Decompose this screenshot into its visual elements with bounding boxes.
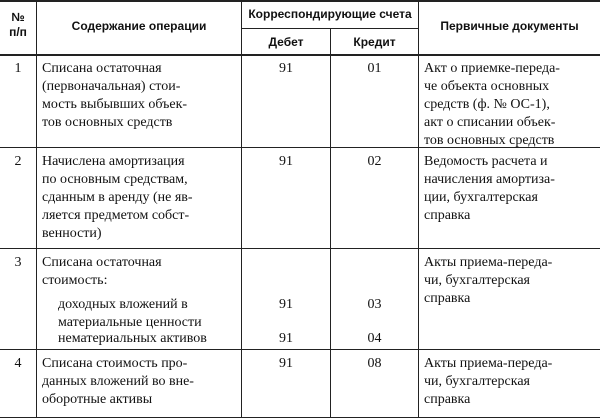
row-3-docs-line: чи, бухгалтерская: [424, 273, 530, 288]
row-4-docs-line: чи, бухгалтерская: [424, 374, 530, 389]
header-num-symbol: №: [11, 10, 25, 24]
row-2-debit: 91: [279, 154, 293, 169]
row-2-docs-line: справка: [424, 208, 471, 223]
row-2-content-line: ляется предметом собст-: [42, 208, 190, 223]
header-num-label: п/п: [9, 25, 27, 39]
row-4-content-line: данных вложений во вне-: [42, 374, 194, 389]
row-1-docs-line: Акт о приемке-переда-: [424, 61, 560, 76]
row-3-sub-2-line: нематериальных активов: [58, 331, 207, 346]
row-3-sub-2-credit: 04: [367, 331, 382, 346]
header-accounts: Корреспондирующие счета: [248, 7, 412, 21]
row-1-content-line: мость выбывших объек-: [42, 97, 188, 112]
row-3-sub-1-line: материальные ценности: [58, 315, 202, 330]
row-2-docs-line: Ведомость расчета и: [424, 154, 548, 169]
row-4-debit: 91: [279, 356, 293, 371]
row-3-sub-2: [58, 330, 207, 348]
row-1-credit: 01: [367, 61, 382, 76]
row-2-content-line: Начислена амортизация: [42, 154, 185, 169]
row-1-docs-line: акт о списании объек-: [424, 115, 556, 130]
row-3-content: [42, 254, 162, 290]
header-docs: Первичные документы: [440, 19, 579, 33]
row-1-content-line: Списана остаточная: [42, 61, 162, 76]
row-2-content: [42, 153, 193, 243]
row-3-sub-1-credit: 03: [367, 297, 382, 312]
col-divider-credit: [418, 0, 419, 418]
row-3-sub-1: [58, 296, 202, 332]
row-4-docs-line: справка: [424, 392, 471, 407]
row-2-content-line: сданным в аренду (не яв-: [42, 190, 193, 205]
header-num: [0, 10, 36, 40]
row-1-docs-line: средств (ф. № ОС-1),: [424, 97, 550, 112]
table-top-border: [0, 0, 600, 2]
row-1-docs-line: тов основных средств: [424, 133, 555, 148]
header-credit: Кредит: [353, 35, 396, 49]
header-debit: Дебет: [268, 35, 304, 49]
row-4-credit: 08: [367, 356, 382, 371]
row-1-docs: [424, 60, 560, 150]
col-divider-num: [36, 0, 37, 418]
header-bottom-border: [0, 54, 600, 56]
row-2-content-line: венности): [42, 226, 102, 241]
row-3-docs: [424, 254, 552, 308]
row-1-content-line: тов основных средств: [42, 115, 173, 130]
row-3-content-line: стоимость:: [42, 273, 108, 288]
row-2-content-line: по основным средствам,: [42, 172, 188, 187]
row-3-sub-1-line: доходных вложений в: [58, 297, 188, 312]
row-1-num: 1: [14, 61, 22, 76]
row-divider-2: [0, 248, 600, 249]
row-2-credit: 02: [367, 154, 382, 169]
row-1-debit: 91: [279, 61, 293, 76]
row-3-content-line: Списана остаточная: [42, 255, 162, 270]
row-1-docs-line: че объекта основных: [424, 79, 550, 94]
row-1-content: [42, 60, 187, 132]
row-divider-3: [0, 349, 600, 350]
row-4-docs-line: Акты приема-переда-: [424, 356, 553, 371]
row-3-docs-line: справка: [424, 291, 471, 306]
row-2-docs-line: ции, бухгалтерская: [424, 190, 538, 205]
row-4-content: [42, 355, 194, 409]
row-3-num: 3: [14, 255, 22, 270]
row-2-docs-line: начисления амортиза-: [424, 172, 555, 187]
row-3-docs-line: Акты приема-переда-: [424, 255, 553, 270]
row-4-num: 4: [14, 356, 22, 371]
row-3-sub-1-debit: 91: [279, 297, 293, 312]
row-2-num: 2: [14, 154, 22, 169]
row-2-docs: [424, 153, 555, 225]
header-content: Содержание операции: [71, 19, 207, 33]
row-4-docs: [424, 355, 552, 409]
row-4-content-line: оборотные активы: [42, 392, 153, 407]
row-1-content-line: (первоначальная) стои-: [42, 79, 181, 94]
row-3-sub-2-debit: 91: [279, 331, 293, 346]
row-4-content-line: Списана стоимость про-: [42, 356, 188, 371]
